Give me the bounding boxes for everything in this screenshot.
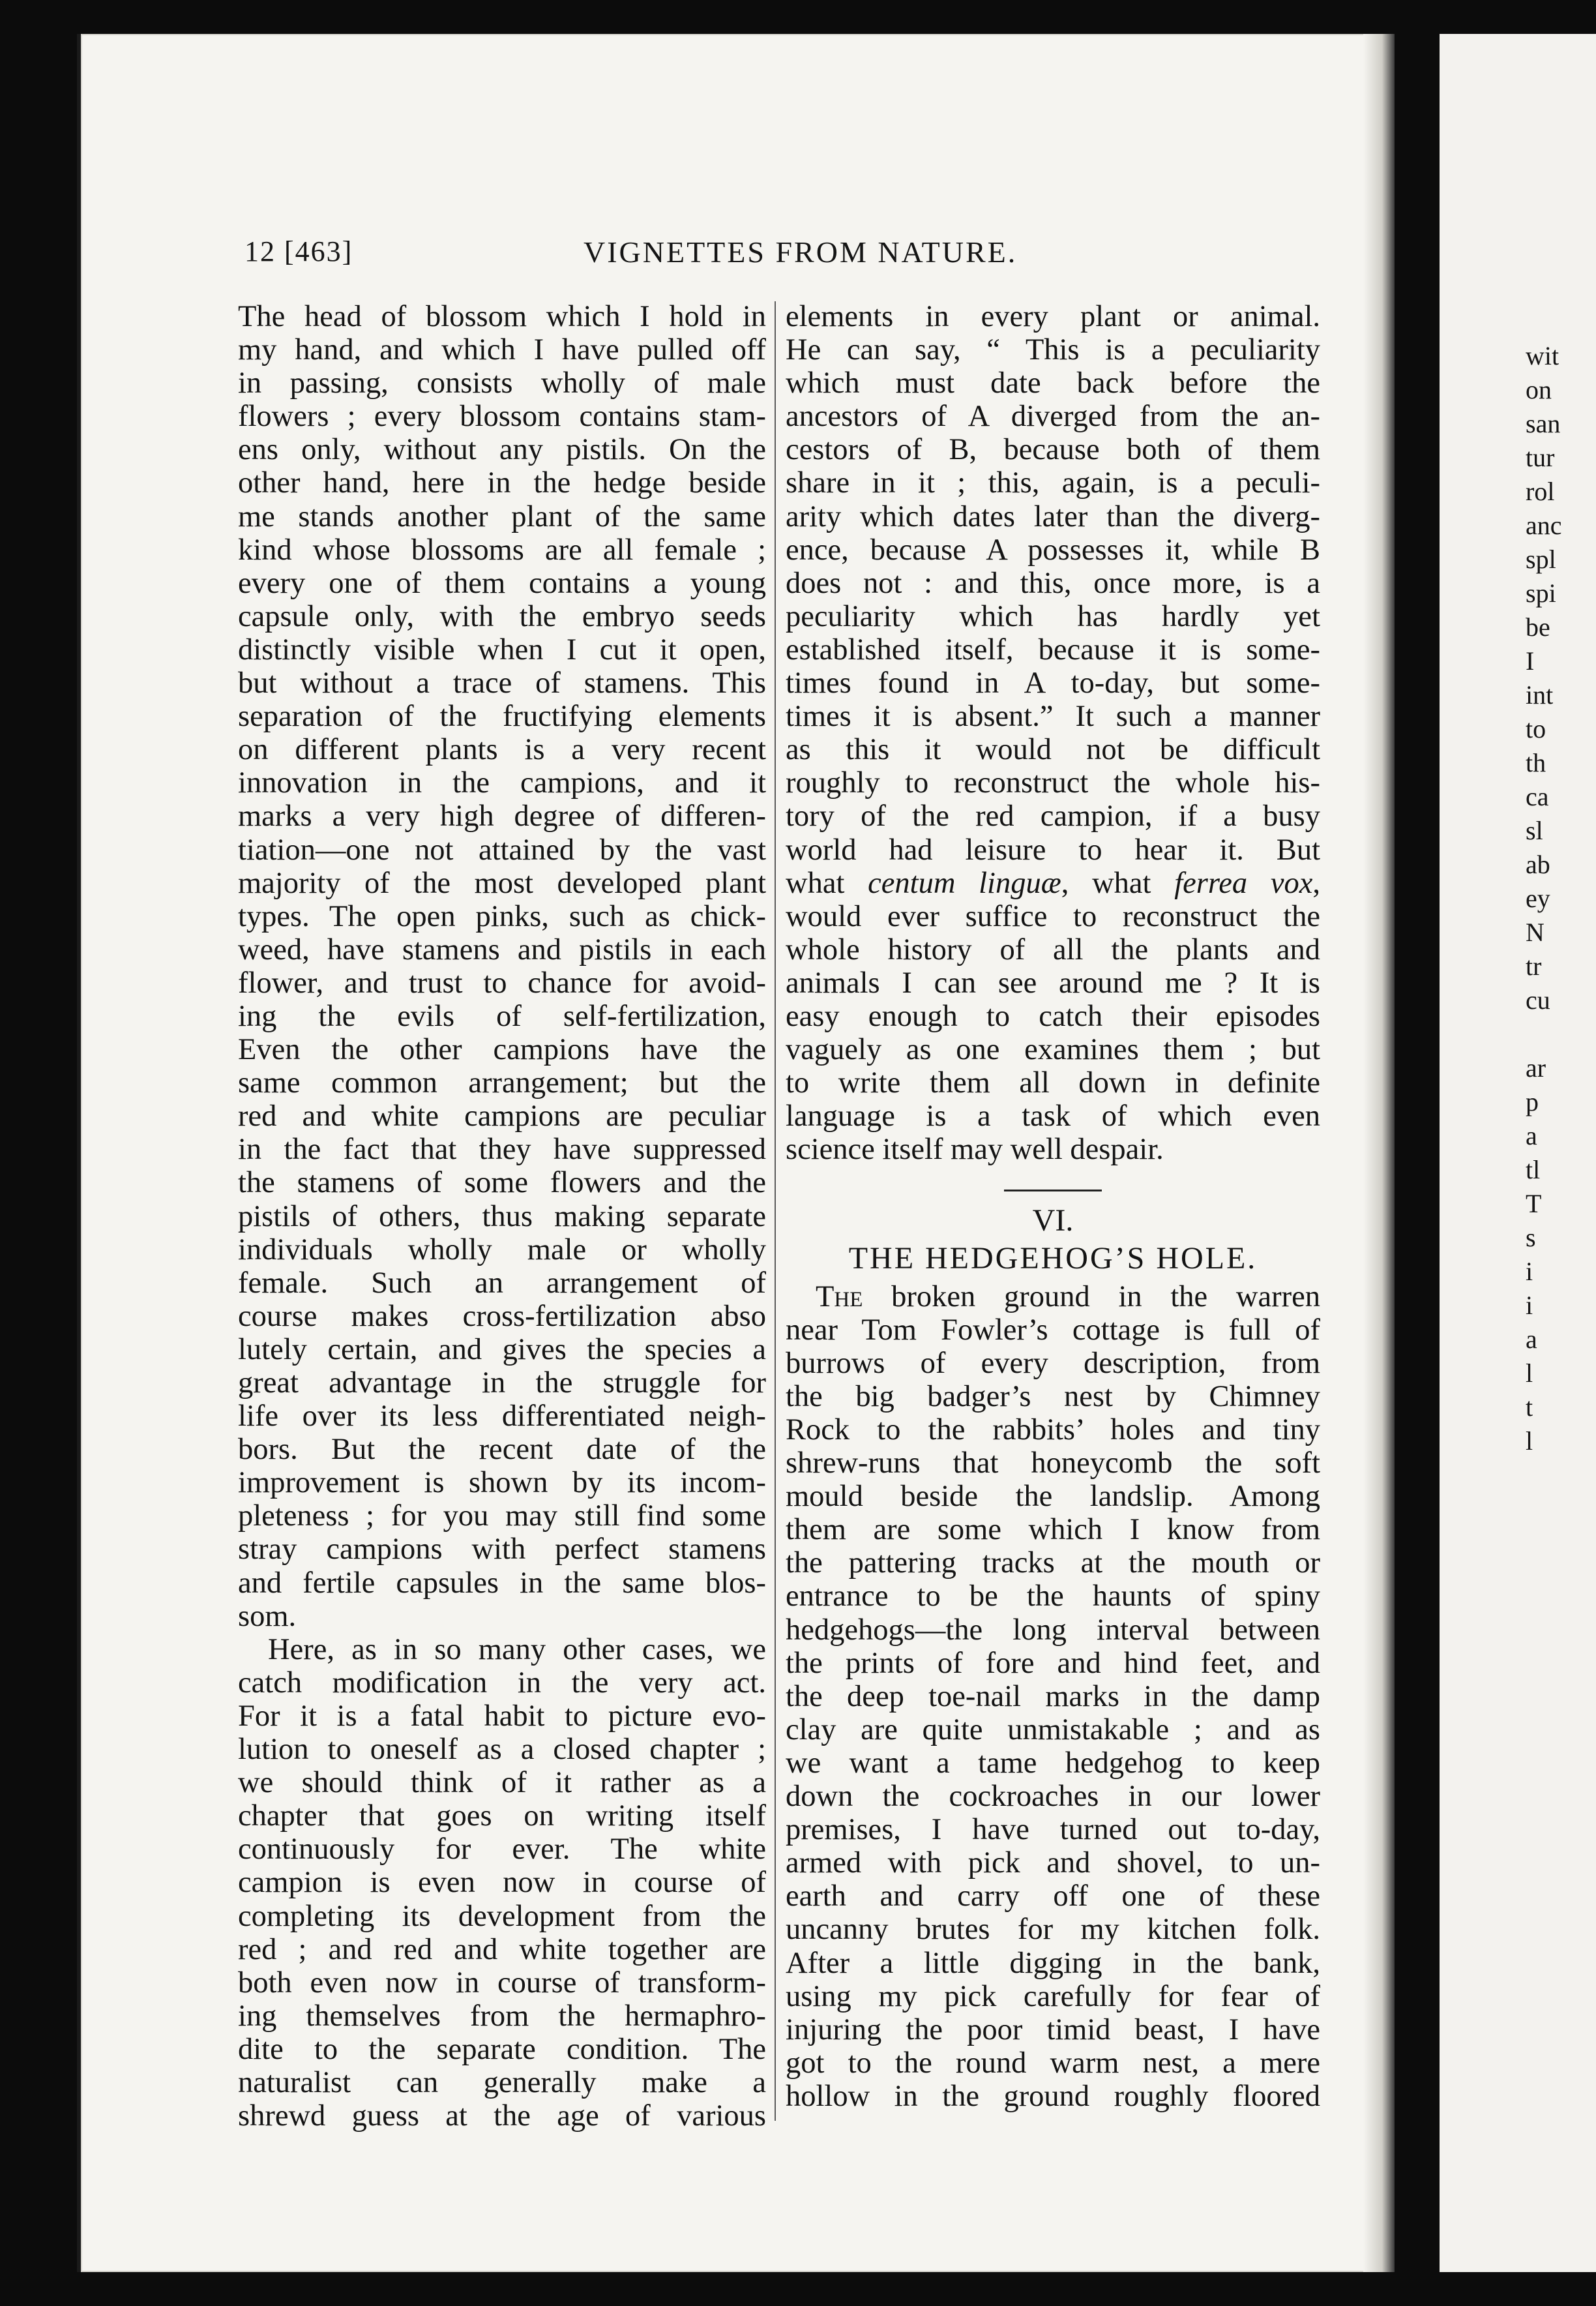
text-line: both even now in course of transform- [238,1966,766,1999]
fragment-line: t [1526,1392,1533,1422]
text-line: lutely certain, and gives the species a [238,1332,766,1366]
text-line: mould beside the landslip. Among [786,1480,1320,1514]
fragment-line: i [1526,1257,1533,1286]
text-line: female. Such an arrangement of [238,1266,766,1300]
text-line: majority of the most developed plant [238,866,766,900]
text-line: course makes cross-fertilization abso [238,1299,766,1333]
text-line: After a little digging in the bank, [786,1946,1320,1980]
left-column [238,300,766,2133]
text-line: separation of the fructifying elements [238,700,766,734]
fragment-line: spi [1526,578,1556,608]
text-line: share in it ; this, again, is a peculi- [786,466,1320,500]
text-line: shrew-runs that honeycomb the soft [786,1446,1320,1480]
text-line: weed, have stamens and pistils in each [238,933,766,966]
text-line: burrows of every description, from [786,1346,1320,1380]
text-line: premises, I have turned out to-day, [786,1813,1320,1847]
text-line: other hand, here in the hedge beside [238,466,766,500]
dropword: The [816,1280,863,1313]
section-rule [1004,1173,1102,1204]
text-line: which must date back before the [786,367,1320,400]
fragment-line: I [1526,646,1535,676]
text-line: language is a task of which even [786,1100,1320,1133]
fragment-line: tr [1526,951,1542,981]
adjacent-page-text-fragments [1526,339,1562,1458]
text-line: tory of the red campion, if a busy [786,800,1320,833]
text-line: pleteness ; for you may still find some [238,1499,766,1533]
fragment-line: s [1526,1223,1536,1252]
text-line: vaguely as one examines them ; but [786,1033,1320,1067]
fragment-line: i [1526,1291,1533,1320]
text-line: using my pick carefully for fear of [786,1979,1320,2013]
text-line: same common arrangement; but the [238,1066,766,1100]
text-line: the stamens of some flowers and the [238,1166,766,1200]
section-title: THE HEDGEHOG’S HOLE. [848,1241,1258,1275]
fragment-line: l [1526,1358,1533,1388]
latin-line: what centum linguæ, what ferrea vox, [786,866,1320,900]
text-line: He can say, “ This is a peculiarity [786,333,1320,367]
text-line: som. [238,1599,297,1633]
text-line: individuals wholly male or wholly [238,1233,766,1266]
text-line: completing its development from the [238,1899,766,1933]
latin-phrase-centum: centum linguæ [868,866,1061,900]
text-line: and fertile capsules in the same blos- [238,1566,766,1600]
right-column [786,300,1320,2113]
text-line: ancestors of A diverged from the an- [786,400,1320,434]
text-line: entrance to be the haunts of spiny [786,1580,1320,1613]
text-line: but without a trace of stamens. This [238,666,766,700]
text-line: injuring the poor timid beast, I have [786,2013,1320,2046]
text-line: kind whose blossoms are all female ; [238,533,766,567]
text-line: would ever suffice to reconstruct the [786,899,1320,933]
text-line: them are some which I know from [786,1513,1320,1547]
text-line: does not : and this, once more, is a [786,566,1320,600]
text-line: got to the round warm nest, a mere [786,2046,1320,2080]
fragment-line: be [1526,612,1550,642]
text-line: flower, and trust to chance for avoid- [238,966,766,1000]
running-head [143,196,1343,269]
fragment-line: T [1526,1189,1542,1218]
fragment-line: ab [1526,850,1550,879]
text-line: uncanny brutes for my kitchen folk. [786,1913,1320,1947]
text-line: in passing, consists wholly of male [238,367,766,400]
text-line: elements in every plant or animal. [786,300,1320,333]
text-line: hollow in the ground roughly floored [786,2079,1320,2113]
text-line: earth and carry off one of these [786,1879,1320,1913]
text-line: The head of blossom which I hold in [238,300,766,333]
text-line: established itself, because it is some- [786,633,1320,666]
fragment-line: p [1526,1087,1539,1116]
fragment-line: cu [1526,985,1550,1015]
fragment-line: to [1526,714,1546,743]
text-line: distinctly visible when I cut it open, [238,633,766,666]
text-line: ing the evils of self-fertilization, [238,999,766,1033]
fragment-line: tl [1526,1155,1541,1184]
text-line: the prints of fore and hind feet, and [786,1646,1320,1680]
text-line: For it is a fatal habit to picture evo- [238,1699,766,1733]
fragment-line: spl [1526,545,1556,574]
text-line: ens only, without any pistils. On the [238,433,766,467]
text-line: roughly to reconstruct the whole his- [786,766,1320,800]
right-column-continuation [786,300,1320,867]
text-line: science itself may well despair. [786,1133,1164,1167]
text-line: down the cockroaches in our lower [786,1780,1320,1814]
fragment-line: l [1526,1426,1533,1456]
text-line: types. The open pinks, such as chick- [238,899,766,933]
text-line: Even the other campions have the [238,1033,766,1067]
text-line: to write them all down in definite [786,1066,1320,1100]
text-line: the deep toe-nail marks in the damp [786,1679,1320,1713]
text-line: improvement is shown by its incom- [238,1466,766,1500]
text-line: bors. But the recent date of the [238,1433,766,1467]
fragment-line: ca [1526,782,1549,811]
adjacent-page-edge [1440,34,1596,2272]
fragment-line: th [1526,748,1546,777]
text-line: campion is even now in course of [238,1866,766,1900]
fragment-line: a [1526,1121,1537,1150]
text-line: my hand, and which I have pulled off [238,333,766,367]
text-line: whole history of all the plants and [786,933,1320,966]
fragment-line: int [1526,680,1554,710]
fragment-line: on [1526,375,1552,404]
text-line: red ; and red and white together are [238,1932,766,1966]
text-line: armed with pick and shovel, to un- [786,1846,1320,1880]
section-opening-line: The broken ground in the warren [816,1280,1320,1313]
text-line: as this it would not be difficult [786,733,1320,767]
fragment-line: anc [1526,511,1562,540]
text-line: the big badger’s nest by Chimney [786,1379,1320,1413]
text-line: capsule only, with the embryo seeds [238,599,766,633]
text-line: ing themselves from the hermaphro- [238,1999,766,2033]
fragment-line: a [1526,1325,1537,1354]
fragment-line: ey [1526,884,1550,913]
text-line: Here, as in so many other cases, we [268,1632,766,1666]
text-line: naturalist can generally make a [238,2065,766,2099]
text-line: Rock to the rabbits’ holes and tiny [786,1413,1320,1446]
text-line: times found in A to-day, but some- [786,666,1320,700]
text-line: the pattering tracks at the mouth or [786,1546,1320,1580]
text-line: red and white campions are peculiar [238,1100,766,1133]
text-line: on different plants is a very recent [238,733,766,767]
fragment-line: ar [1526,1053,1546,1083]
text-line: marks a very high degree of differen- [238,800,766,833]
text-line: catch modification in the very act. [238,1666,766,1700]
fragment-line [1526,1017,1562,1051]
text-line: times it is absent.” It such a manner [786,700,1320,734]
text-line: cestors of B, because both of them [786,433,1320,467]
text-line: ence, because A possesses it, while B [786,533,1320,567]
section-number: VI. [1032,1204,1074,1238]
text-line: great advantage in the struggle for [238,1366,766,1400]
text-line: arity which dates later than the diverg- [786,500,1320,533]
text-line: animals I can see around me ? It is [786,966,1320,1000]
text-line: shrewd guess at the age of various [238,2099,766,2133]
text-line: dite to the separate condition. The [238,2032,766,2066]
column-divider [775,301,776,2121]
text-line: we want a tame hedgehog to keep [786,1746,1320,1780]
text-line: hedgehogs—the long interval between [786,1613,1320,1647]
text-line: life over its less differentiated neigh- [238,1400,766,1433]
right-column-conclusion [786,900,1320,1167]
fragment-line: san [1526,409,1561,438]
text-line: continuously for ever. The white [238,1833,766,1866]
text-line: chapter that goes on writing itself [238,1799,766,1833]
text-line: tiation—one not attained by the vast [238,833,766,867]
fragment-line: N [1526,918,1544,947]
text-line: in the fact that they have suppressed [238,1133,766,1167]
text-line: every one of them contains a young [238,566,766,600]
text-line: world had leisure to hear it. But [786,833,1320,867]
latin-phrase-ferrea: ferrea vox [1174,866,1313,900]
fragment-line: wit [1526,341,1559,370]
text-line: peculiarity which has hardly yet [786,599,1320,633]
text-line: we should think of it rather as a [238,1766,766,1800]
running-title: VIGNETTES FROM NATURE. [584,235,1018,269]
fragment-line: rol [1526,477,1555,506]
fragment-line: sl [1526,816,1543,845]
text-line: clay are quite unmistakable ; and as [786,1713,1320,1746]
text-line: pistils of others, thus making separate [238,1199,766,1233]
section-body [786,1313,1320,2113]
text-line: lution to oneself as a closed chapter ; [238,1733,766,1767]
text-line: me stands another plant of the same [238,500,766,533]
text-line: innovation in the campions, and it [238,766,766,800]
text-line: easy enough to catch their episodes [786,999,1320,1033]
page-gutter-shadow [1363,34,1395,2272]
fragment-line: tur [1526,443,1555,472]
text-line: flowers ; every blossom contains stam- [238,400,766,434]
text-line: stray campions with perfect stamens [238,1533,766,1566]
text-line: near Tom Fowler’s cottage is full of [786,1313,1320,1347]
page-number: 12 [463] [244,235,353,267]
